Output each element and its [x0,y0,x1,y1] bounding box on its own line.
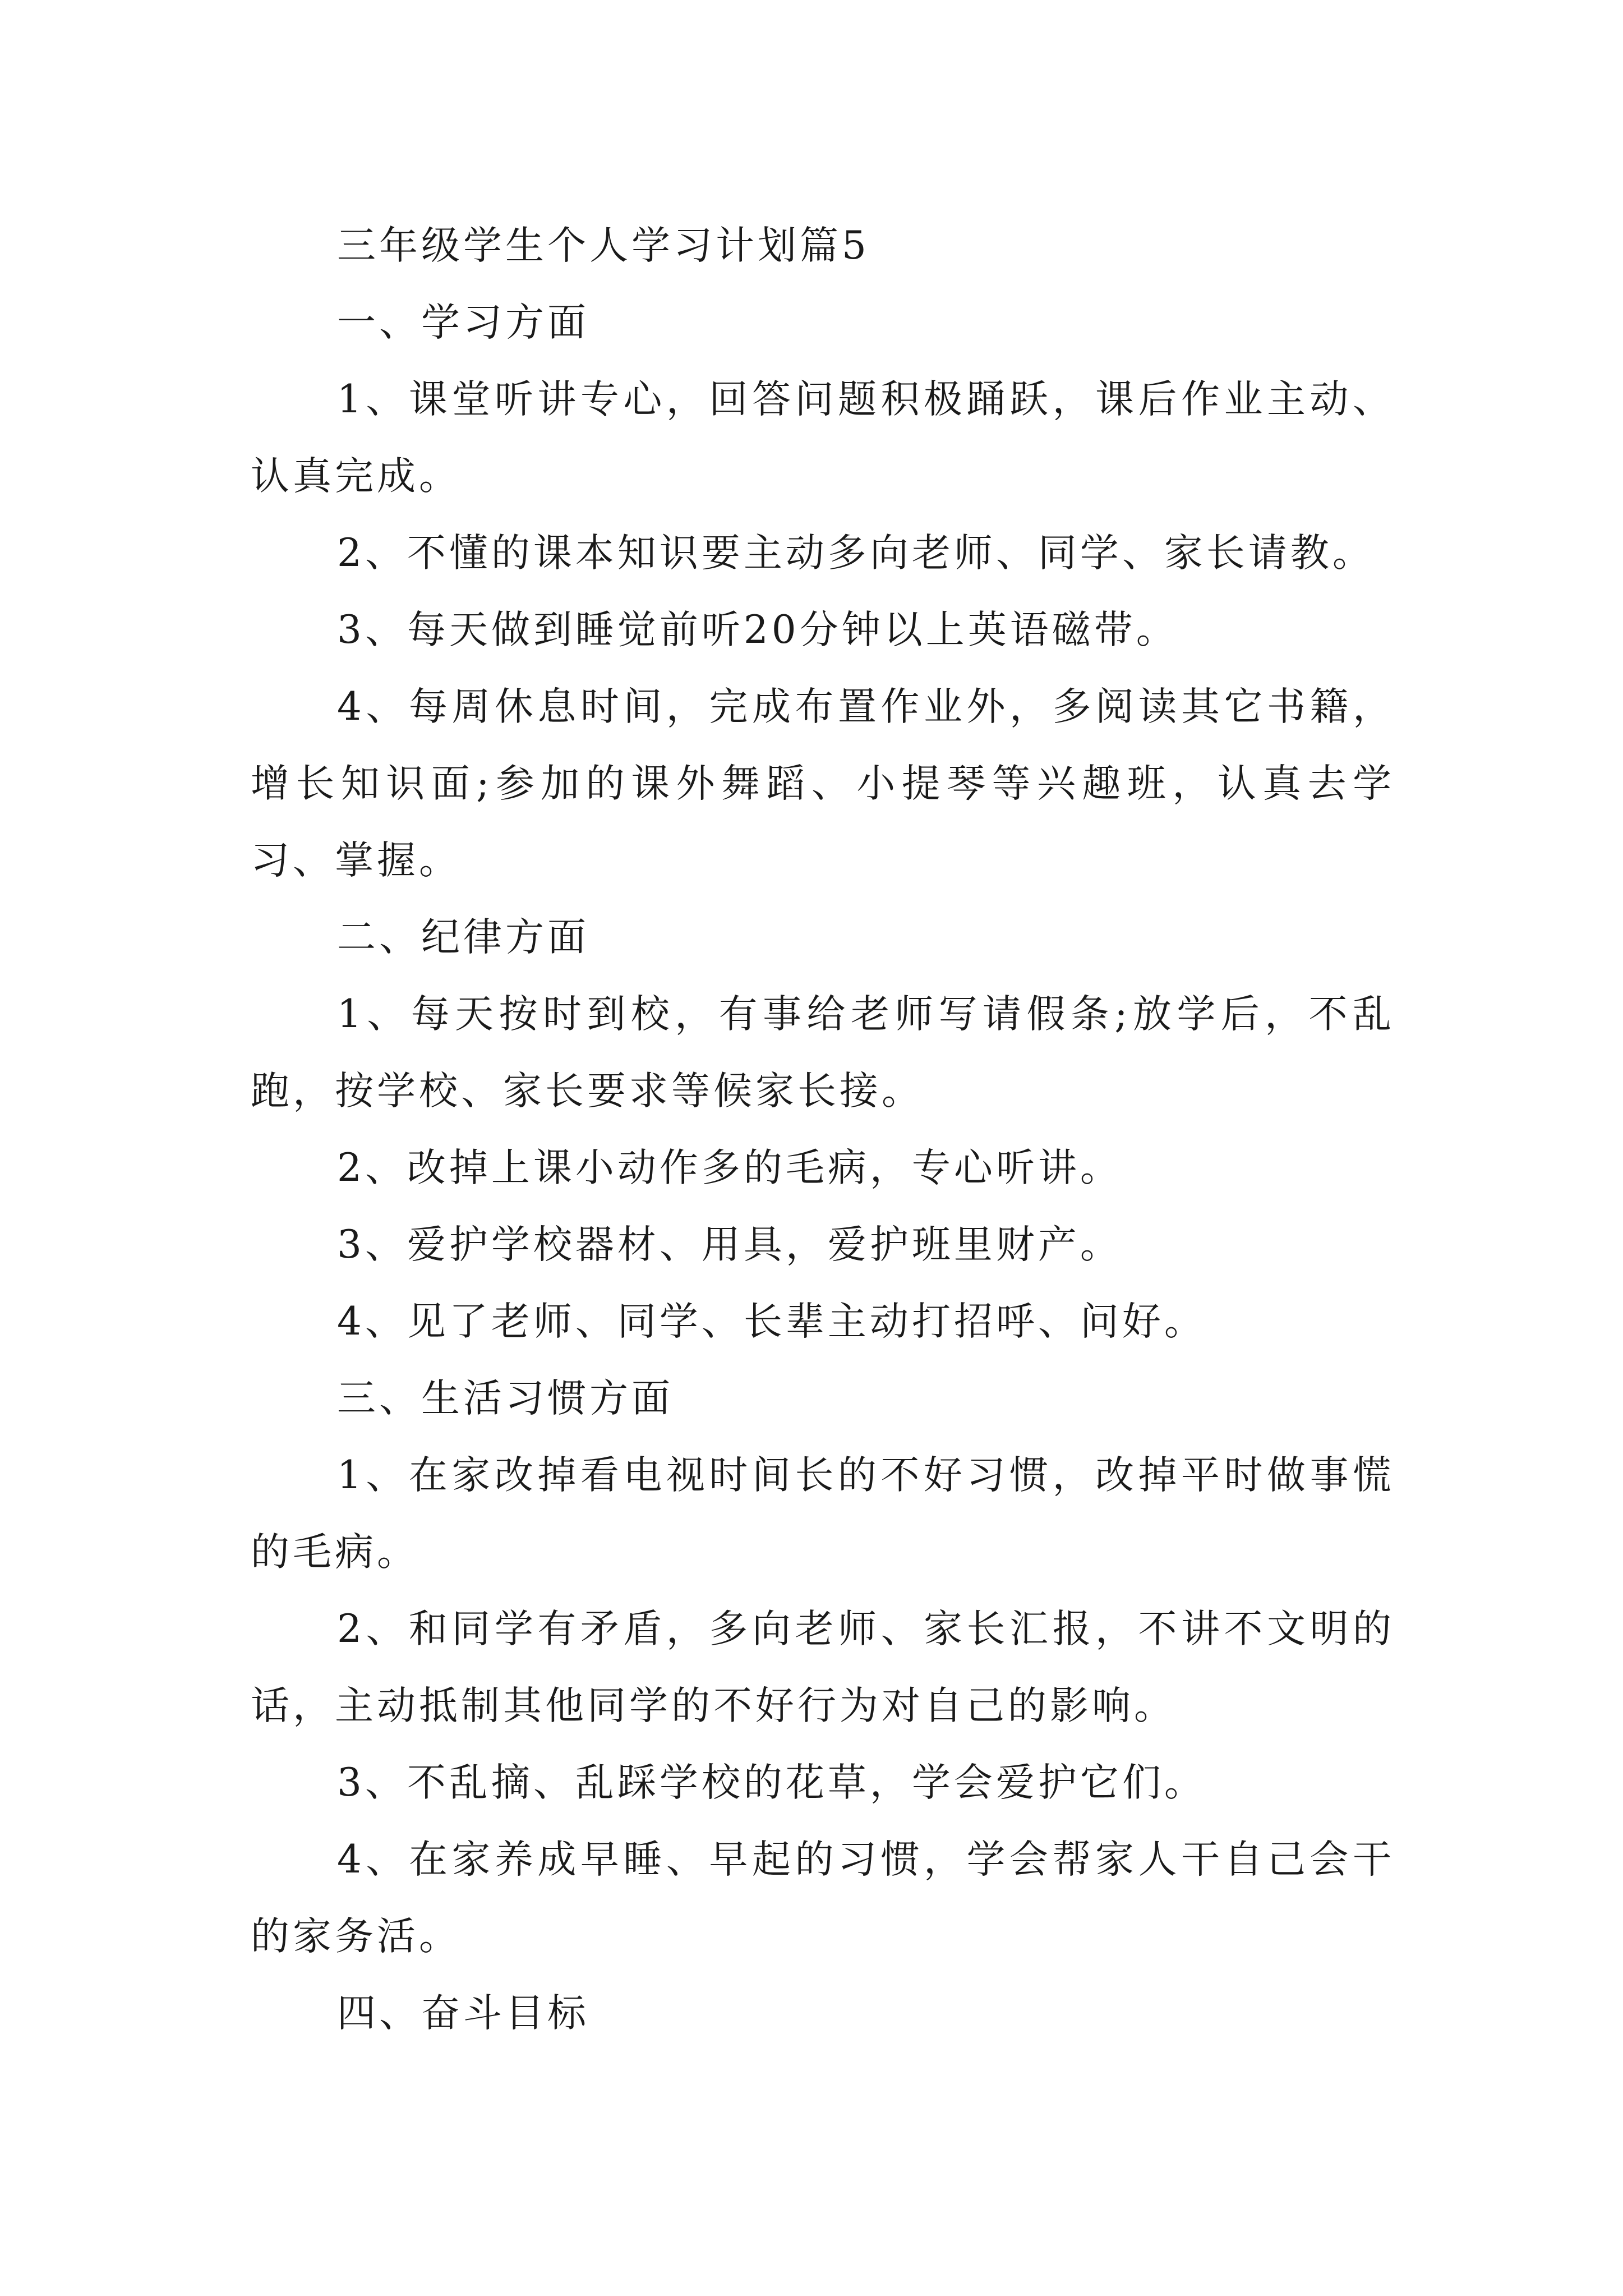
document-title: 三年级学生个人学习计划篇5 [337,223,870,268]
section-heading-goals: 四、奋斗目标 [337,1991,589,2036]
section-heading-study: 一、学习方面 [337,300,589,345]
discipline-item-2: 2、改掉上课小动作多的毛病，专心听讲。 [337,1145,1122,1190]
study-item-1: 1、课堂听讲专心，回答问题积极踊跃，课后作业主动、认真完成。 [251,377,1395,499]
section-heading-discipline: 二、纪律方面 [337,915,589,960]
study-item-4: 4、每周休息时间，完成布置作业外，多阅读其它书籍，增长知识面;参加的课外舞蹈、小提琴等兴趣班，认真去学习、掌握。 [251,684,1395,883]
section-heading-habits: 三、生活习惯方面 [337,1376,674,1421]
habits-item-4: 4、在家养成早睡、早起的习惯，学会帮家人干自己会干的家务活。 [251,1837,1395,1959]
discipline-item-1: 1、每天按时到校，有事给老师写请假条;放学后，不乱跑，按学校、家长要求等候家长接。 [251,992,1395,1114]
habits-item-1: 1、在家改掉看电视时间长的不好习惯，改掉平时做事慌的毛病。 [251,1453,1395,1575]
habits-item-2: 2、和同学有矛盾，多向老师、家长汇报，不讲不文明的话，主动抵制其他同学的不好行为对自己的影响。 [251,1607,1395,1728]
discipline-item-4: 4、见了老师、同学、长辈主动打招呼、问好。 [337,1299,1206,1344]
document-body [251,208,1395,2052]
study-item-2: 2、不懂的课本知识要主动多向老师、同学、家长请教。 [337,531,1375,576]
study-item-3: 3、每天做到睡觉前听20分钟以上英语磁带。 [337,608,1178,652]
habits-item-3: 3、不乱摘、乱踩学校的花草，学会爱护它们。 [337,1760,1206,1805]
discipline-item-3: 3、爱护学校器材、用具，爱护班里财产。 [337,1222,1122,1267]
